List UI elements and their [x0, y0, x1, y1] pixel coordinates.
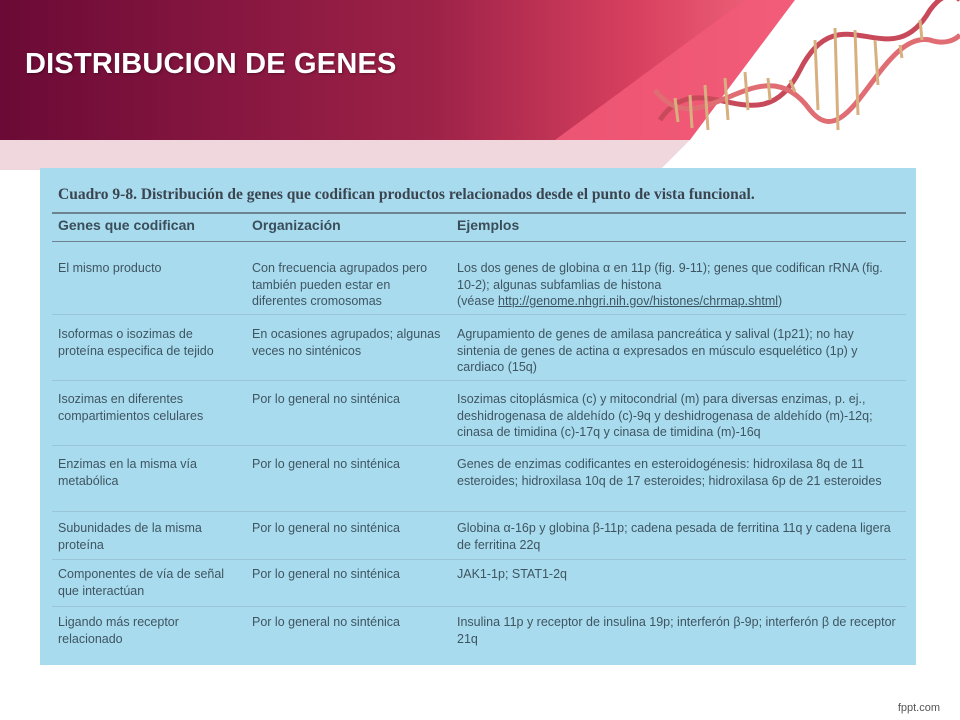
row-1-gene: El mismo producto: [58, 261, 162, 275]
row-divider: [52, 314, 906, 315]
row-3-org: Por lo general no sinténica: [252, 392, 401, 406]
row-divider: [52, 380, 906, 381]
row-divider: [52, 559, 906, 560]
row-7-org: Por lo general no sinténica: [252, 615, 401, 629]
row-1-org: Con frecuencia agrupados pero también pueden estar en diferentes cromosomas: [252, 261, 428, 308]
footer-brand: fppt.com: [897, 702, 940, 714]
row-2-org: En ocasiones agrupados; algunas veces no sinténicos: [252, 327, 441, 358]
row-7-examples: Insulina 11p y receptor de insulina 19p; interferón β-9p; interferón β de receptor 21q: [457, 615, 896, 646]
row-5-org: Por lo general no sinténica: [252, 521, 401, 535]
row-divider: [52, 445, 906, 446]
row-4-org: Por lo general no sinténica: [252, 457, 401, 471]
row-1-url-suffix: ): [778, 294, 783, 308]
row-1-url-prefix: (véase: [457, 294, 498, 308]
header-rule: [52, 241, 906, 242]
histone-map-link[interactable]: http://genome.nhgri.nih.gov/histones/chrmap.shtml: [498, 294, 779, 308]
row-2-gene: Isoformas o isozimas de proteína especifica de tejido: [58, 327, 214, 358]
header-examples: Ejemplos: [457, 217, 520, 233]
header-organization: Organización: [252, 217, 341, 233]
row-5-examples: Globina α-16p y globina β-11p; cadena pesada de ferritina 11q y cadena ligera de ferritina 22q: [457, 521, 891, 552]
header-genes: Genes que codifican: [58, 217, 195, 233]
row-3-gene: Isozimas en diferentes compartimientos celulares: [58, 392, 204, 423]
row-1-examples-text: Los dos genes de globina α en 11p (fig. 9-11); genes que codifican rRNA (fig. 10-2); algunas subfamlias de histona: [457, 261, 883, 292]
caption-rule: [52, 212, 906, 214]
row-4-examples: Genes de enzimas codificantes en esteroidogénesis: hidroxilasa 8q de 11 esteroides; hidroxilasa 10q de 17 esteroides; hidroxilasa 6p de 21 esteroides: [457, 457, 882, 488]
row-divider: [52, 606, 906, 607]
row-6-org: Por lo general no sinténica: [252, 567, 401, 581]
header-banner: [0, 0, 960, 175]
row-6-gene: Componentes de vía de señal que interactúan: [58, 567, 225, 598]
row-7-gene: Ligando más receptor relacionado: [58, 615, 179, 646]
gene-distribution-table: [40, 168, 916, 665]
row-2-examples: Agrupamiento de genes de amilasa pancreática y salival (1p21); no hay sintenia de genes de actina α expresados en músculo esquelético (1p) y cardiaco (15q): [457, 327, 858, 374]
row-1-examples: [457, 260, 897, 310]
row-3-examples: Isozimas citoplásmica (c) y mitocondrial (m) para diversas enzimas, p. ej., deshidrogenasa de aldehído (c)-9q y deshidrogenasa de aldehído (m)-12q; cinasa de timidina (c)-17q y cinasa de timidina (m)-16q: [457, 392, 873, 439]
row-4-gene: Enzimas en la misma vía metabólica: [58, 457, 197, 488]
row-divider: [52, 511, 906, 512]
table-caption: Cuadro 9-8. Distribución de genes que codifican productos relacionados desde el punto de vista funcional.: [58, 186, 755, 203]
row-6-examples: JAK1-1p; STAT1-2q: [457, 567, 567, 581]
slide-title: DISTRIBUCION DE GENES: [25, 48, 397, 80]
row-5-gene: Subunidades de la misma proteína: [58, 521, 202, 552]
